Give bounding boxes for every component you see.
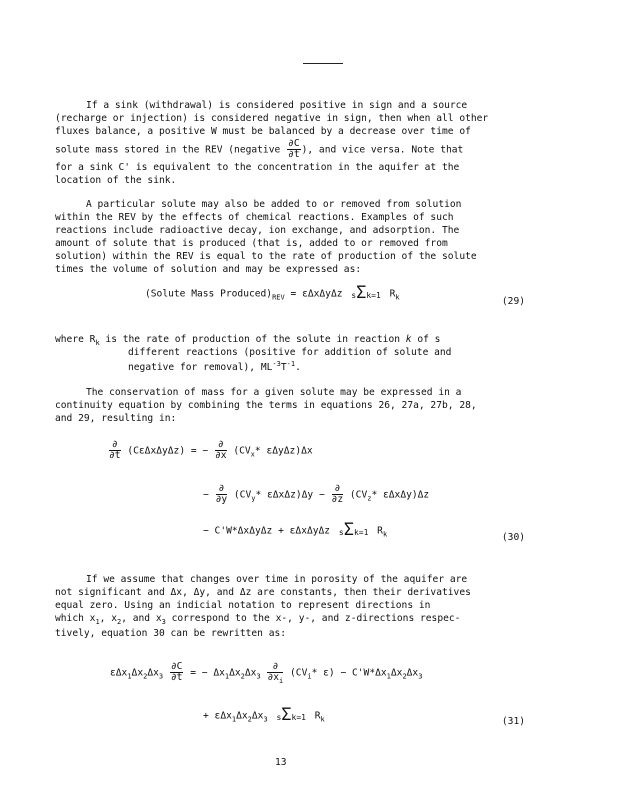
equation-29 [145,283,400,303]
num: ∂ [109,440,121,451]
sum-bottom: k=1 [291,713,306,722]
p4-b: , x [99,613,117,624]
den-i: i [279,676,284,685]
e31: i [307,672,312,681]
eq30-d-dx [215,440,227,461]
where3-c: . [295,362,301,373]
e31: 3 [263,715,268,724]
e31: Δx [131,667,144,679]
para4-line3: equal zero. Using an indicial notation to represent directions in [55,600,431,611]
e31: * ε) − C'W*Δx [311,667,387,679]
num: ∂ [215,440,227,451]
para3-line2: continuity equation by combining the terms in equations 26, 27a, 27b, 28, [55,400,477,411]
para4-line4 [55,613,460,626]
where-a: where R [55,334,96,345]
e31: Δx [236,710,248,722]
eq30-cv: (CV [233,489,252,501]
eq31-term: R [314,710,321,722]
where3-a: negative for removal), ML [128,362,273,373]
where-line1 [55,334,440,347]
top-rule [303,63,343,64]
eq31-d-dxi [267,662,283,683]
den-x: ∂x [267,672,280,683]
where3-sup2: -1 [286,359,296,368]
frac-num: ∂C [288,138,300,149]
dc-dt-fraction [287,139,301,160]
page-number: 13 [275,757,287,768]
para1-line4 [55,139,463,160]
e31: Δx [390,667,403,679]
e31: εΔx [110,667,128,679]
para4-line2: not significant and Δx, Δy, and Δz are constants, then their derivatives [55,587,471,598]
eq30-sub-z: z [367,494,372,503]
para2-line6: times the volume of solution and may be expressed as: [55,264,362,275]
sum-top: s [351,291,357,300]
den: ∂t [109,450,121,461]
p4-s3: 3 [161,617,166,626]
p4-d: correspond to the x-, y-, and z-directions respec- [165,613,461,624]
eq29-term: R [389,288,396,300]
para3-line1: The conservation of mass for a given solute may be expressed in a [86,387,462,398]
eq30-line1 [108,440,313,461]
para4-line5: tively, equation 30 can be rewritten as: [55,628,287,639]
para2-line5: solution) within the REV is equal to the rate of production of the solute [55,251,477,262]
eq29-number: (29) [501,296,525,307]
eq30-z-term: * εΔxΔy)Δz [371,489,430,501]
eq31-dc-dt [170,662,184,683]
where-b: is the rate of production of the solute in reaction [99,334,406,345]
para3-line3: and 29, resulting in: [55,413,177,424]
where-line3 [128,359,301,375]
eq29-summation [351,283,381,303]
para2-line3: reactions include radioactive decay, ion exchange, and adsorption. The [55,225,460,236]
p4-a: which x [55,613,96,624]
sum-top: s [338,528,344,537]
para2-line1: A particular solute may also be added to or removed from solution [86,199,462,210]
eq31-line1 [110,662,422,683]
para1-line6: location of the sink. [55,175,177,186]
e31: 2 [240,672,245,681]
e31: 2 [143,672,148,681]
eq30-rhs-rest: * εΔyΔz)Δx [254,445,313,457]
eq31-term-sub: k [320,715,325,724]
sigma-icon: Σ [356,283,367,303]
eq30-source-term: − C'W*ΔxΔyΔz + εΔxΔyΔz [203,525,331,537]
e31: Δx [406,667,419,679]
den: ∂z [331,494,344,505]
where3-sup1: -3 [272,359,281,368]
eq30-term-sub: k [382,530,388,539]
eq30-d-dy [216,484,228,505]
where-k: k [405,334,412,345]
eq30-d-dz [332,484,344,505]
e31: + εΔx [203,710,232,722]
e31: 3 [256,672,261,681]
num: ∂ [216,484,228,495]
e31: 1 [231,715,237,724]
e31: Δx [251,710,264,722]
para1-line5: for a sink C' is equivalent to the concentration in the aquifer at the [55,162,460,173]
frac-den: ∂t [288,149,300,160]
para1-line2: (recharge or injection) is considered negative in sign, then when all other [55,113,489,124]
eq29-rhs: = εΔxΔyΔz [290,288,343,300]
eq30-summation [338,520,369,540]
eq30-line3 [203,520,388,540]
eq30-minus: − [203,489,209,501]
e31: 1 [127,672,132,681]
e31: Δx [229,667,241,679]
e31: Δx [244,667,257,679]
eq30-term: R [377,525,383,537]
para1-line3: fluxes balance, a positive W must be balanced by a decrease over time of [55,126,471,137]
eq29-lhs-sub: REV [272,293,285,302]
p4-s1: 1 [95,617,100,626]
para2-line2: within the REV by the effects of chemical reactions. Examples of such [55,212,454,223]
eq29-lhs: (Solute Mass Produced) [145,288,273,300]
eq29-term-sub: k [395,293,400,302]
sum-top: s [276,713,282,722]
eq31-summation [276,705,306,725]
e31: Δx [147,667,159,679]
where-line2: different reactions (positive for addition of solute and [128,347,452,358]
e31: 3 [418,672,423,681]
eq30-cv2: (CV [349,489,368,501]
sum-bottom: k=1 [366,291,381,300]
where3-b: T [280,362,287,373]
para1-line1: If a sink (withdrawal) is considered positive in sign and a source [86,100,468,111]
para1-line4-text: solute mass stored in the REV (negative [55,144,281,156]
eq30-lhs: (CεΔxΔyΔz) = − [127,445,209,457]
para1-line4-end: ), and vice versa. Note that [301,144,464,156]
e31: 2 [247,715,252,724]
para4-line1: If we assume that changes over time in porosity of the aquifer are [86,574,468,585]
e31: = − Δx [190,667,225,679]
sigma-icon: Σ [343,520,354,540]
e31: (CV [290,667,308,679]
num: ∂ [267,662,283,673]
e31: 3 [158,672,164,681]
den: ∂x [215,450,227,461]
den: ∂y [215,494,228,505]
eq30-sub-y: y [251,494,256,503]
p4-c: , and x [121,613,162,624]
num: ∂ [332,484,344,495]
eq30-line2 [203,484,429,505]
eq30-y-term: * εΔxΔz)Δy − [255,489,325,501]
e31: 1 [386,672,391,681]
eq30-sub-x: x [250,450,255,459]
den [267,673,283,683]
eq30-d-dt [109,440,121,461]
eq30-rhs: (CV [233,445,251,457]
den: ∂t [170,672,183,683]
e31: 1 [224,672,230,681]
para2-line4: amount of solute that is produced (that is, added to or removed from [55,238,448,249]
sum-bottom: k=1 [353,528,369,537]
eq31-number: (31) [501,716,525,727]
p4-s2: 2 [116,617,122,626]
num: ∂C [170,661,183,672]
eq31-line2 [203,705,325,725]
sigma-icon: Σ [281,705,292,725]
eq30-number: (30) [501,532,525,543]
e31: 2 [402,672,407,681]
where-c: of s [411,334,441,345]
where-sub: k [95,338,100,347]
